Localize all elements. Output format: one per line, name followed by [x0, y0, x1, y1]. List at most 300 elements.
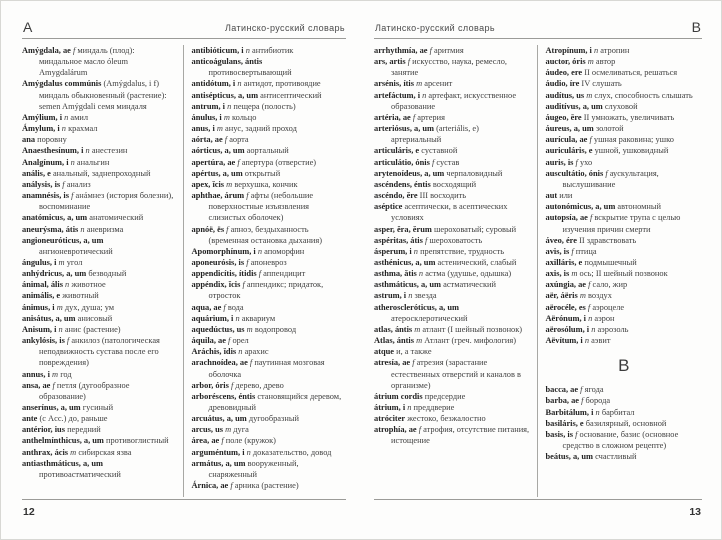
entry-headword: anticoágulans, ántis — [191, 57, 263, 67]
section-letter-corner: B — [691, 19, 701, 35]
entry-headword: aséptice — [374, 202, 403, 212]
header-rule — [22, 38, 346, 39]
entry-grammar-gender: f — [571, 246, 574, 256]
entry-headword: appéndix, ĭcis — [191, 280, 241, 290]
entry-grammar-gender: m — [70, 447, 77, 457]
dictionary-entry: Apomorphínum, i n апоморфин — [191, 246, 305, 256]
dictionary-entry: arboréscens, éntis становящийся деревом, древовидный — [191, 391, 342, 412]
entry-headword: asthénicus, a, um — [374, 257, 436, 267]
dictionary-entry: arsénis, ítis m арсенит — [374, 79, 453, 89]
dictionary-entry: Aráchis, ĭdis n арахис — [191, 347, 269, 357]
dictionary-entry: artefáctum, i n артефакт, искусственное образование — [374, 90, 517, 111]
entry-headword: Anaesthesínum, i — [22, 146, 84, 156]
entry-grammar-gender: m — [579, 291, 586, 301]
entry-grammar-gender: n — [245, 46, 250, 55]
dictionary-entry: antibióticum, i n антибиотик — [191, 46, 294, 55]
dictionary-entry: auctor, óris m автор — [545, 57, 616, 67]
entry-headword: área, ae — [191, 436, 220, 446]
dictionary-entry: armátus, a, um вооруженный, снаряженный — [191, 458, 299, 479]
dictionary-entry: arytenoídeus, a, um черпаловидный — [374, 168, 503, 178]
entry-headword: arsénis, ítis — [374, 79, 415, 89]
entry-grammar-gender: f — [589, 135, 592, 145]
dictionary-entry: astrum, i n звезда — [374, 291, 437, 301]
entry-headword: ankylósis, is — [22, 336, 65, 346]
dictionary-entry: aërosólum, i n аэрозоль — [545, 324, 629, 334]
entry-headword: animális, e — [22, 291, 61, 301]
dictionary-entry: Amýgdalus commúnis (Amýgdalus, i f) миндаль обыкновенный (растение): semen Amýgdali семя миндаля — [22, 79, 167, 111]
entry-headword: aqua, ae — [191, 302, 222, 312]
entry-headword: áquila, ae — [191, 336, 226, 346]
entry-grammar-gender: m — [225, 425, 232, 435]
dictionary-entry: aséptice асептически, в асептических условиях — [374, 202, 508, 223]
dictionary-entry: ánimal, ális n животное — [22, 280, 106, 290]
entry-headword: aërosólum, i — [545, 324, 590, 334]
entry-headword: antrum, i — [191, 101, 225, 111]
section-letter-corner: A — [23, 19, 33, 35]
dictionary-entry: aurícula, ae f ушная раковина; ушко — [545, 135, 674, 145]
dictionary-entry: appéndix, ĭcis f аппендикс; придаток, отросток — [191, 280, 324, 301]
section-heading: B — [618, 356, 630, 376]
footer-rule — [374, 499, 702, 500]
entry-headword: ante — [22, 414, 38, 424]
entry-grammar-gender: f — [246, 191, 249, 201]
dictionary-entry: aphthae, árum f афты (небольшие поверхностные изъязвления слизистых оболочек) — [191, 191, 314, 223]
entry-headword: anamnésis, is — [22, 191, 70, 201]
entry-grammar-gender: f — [589, 213, 593, 223]
entry-headword: basiláris, e — [545, 418, 584, 428]
dictionary-entry: aër, áëris m воздух — [545, 291, 612, 301]
entry-headword: arguméntum, i — [191, 447, 245, 457]
entry-headword: anthrax, ácis — [22, 447, 69, 457]
entry-headword: ascéndo, ĕre — [374, 191, 418, 201]
entry-grammar-gender: m — [226, 179, 233, 189]
entry-headword: antérior, ius — [22, 425, 65, 435]
dictionary-entry: aspéritas, átis f шероховатость — [374, 235, 483, 245]
entry-headword: armátus, a, um — [191, 458, 246, 468]
entry-headword: aórta, ae — [191, 135, 223, 145]
entry-grammar-gender: m — [416, 336, 423, 346]
entry-grammar-gender: f — [72, 46, 76, 55]
entry-grammar-gender: n — [80, 224, 85, 234]
columns-area — [374, 45, 702, 497]
entry-headword: áudeo, ere — [545, 68, 583, 78]
dictionary-entry: axis, is m ось; II шейный позвонок — [545, 269, 668, 279]
entry-grammar-gender: f — [224, 135, 228, 145]
dictionary-entry: anticoágulans, ántis противосвертывающий — [191, 57, 292, 78]
entry-headword: antisépticus, a, um — [191, 90, 259, 100]
dictionary-entry: aponeurósis, is f апоневроз — [191, 257, 287, 267]
entry-grammar-gender: m — [587, 57, 594, 67]
dictionary-entry: aórta, ae f аорта — [191, 135, 249, 145]
entry-grammar-gender: f — [223, 302, 226, 312]
entry-headword: appendicítis, ítidis — [191, 269, 257, 279]
entry-headword: articulátio, ónis — [374, 157, 430, 167]
entry-headword: ánimal, ális — [22, 280, 63, 290]
page-number: 12 — [23, 506, 35, 518]
dictionary-entry: antiasthmáticus, a, um противоастматический — [22, 458, 121, 479]
dictionary-entry: arguméntum, i n доказательство, довод — [191, 447, 332, 457]
dictionary-entry: atresía, ae f атрезия (зарастание естественных отверстий и каналов в организме) — [374, 358, 521, 390]
dictionary-entry: Anisum, i n анис (растение) — [22, 324, 121, 334]
entry-headword: Amýgdalus commúnis — [22, 79, 102, 89]
dictionary-entry: atheroscleróticus, a, um атеросклеротический — [374, 302, 468, 323]
entry-grammar-gender: n — [257, 246, 263, 256]
dictionary-entry: basis, is f основание, базис (основное средство в сложном рецепте) — [545, 429, 679, 450]
entry-headword: aponeurósis, is — [191, 257, 245, 267]
entry-headword: aquedúctus, us — [191, 324, 245, 334]
dictionary-entry: arbor, óris f дерево, древо — [191, 380, 284, 390]
footer-rule — [22, 499, 346, 500]
entry-headword: arcuátus, a, um — [191, 414, 247, 424]
entry-grammar-gender: n — [591, 324, 596, 334]
entry-grammar-gender: n — [595, 407, 600, 417]
entry-headword: antiasthmáticus, a, um — [22, 458, 103, 468]
entry-grammar-gender: m — [216, 124, 223, 134]
dictionary-entry: animális, e животный — [22, 291, 99, 301]
dictionary-entry: bacca, ae f ягода — [545, 385, 604, 395]
entry-headword: átrium, i — [374, 403, 406, 412]
entry-headword: ánimus, i — [22, 302, 55, 312]
entry-grammar-gender: f — [237, 157, 240, 167]
dictionary-entry: auriculáris, e ушной, ушковидный — [545, 146, 669, 156]
entry-grammar-gender: n — [246, 447, 251, 457]
entry-headword: antibióticum, i — [191, 46, 244, 55]
dictionary-entry: anális, e анальный, заднепроходный — [22, 168, 151, 178]
dictionary-entry: auscultátio, ónis f аускультация, выслушивание — [545, 168, 659, 189]
entry-grammar-gender: n — [418, 269, 424, 279]
dictionary-entry: articulátio, ónis f сустав — [374, 157, 460, 167]
dictionary-entry: análysis, is f анализ — [22, 179, 91, 189]
entry-headword: apértus, a, um — [191, 168, 243, 178]
entry-headword: ascéndens, éntis — [374, 179, 431, 189]
dictionary-entry: ars, artis f искусство, наука, ремесло, занятие — [374, 57, 507, 78]
entry-headword: Atropínum, i — [545, 46, 592, 55]
dictionary-entry: autopsía, ae f вскрытие трупа с целью изучения причин смерти — [545, 213, 681, 234]
entry-headword: auscultátio, ónis — [545, 168, 604, 178]
dictionary-entry: angioneuróticus, a, um ангионевротический — [22, 235, 113, 256]
entry-headword: autopsía, ae — [545, 213, 588, 223]
entry-headword: Apomorphínum, i — [191, 246, 256, 256]
dictionary-entry: beátus, a, um счастливый — [545, 452, 637, 462]
entry-grammar-gender: n — [61, 124, 66, 134]
entry-grammar-gender: m — [416, 79, 423, 89]
entry-headword: atresía, ae — [374, 358, 411, 368]
dictionary-entry: artéria, ae f артерия — [374, 112, 445, 122]
dictionary-entry: aut или — [545, 191, 573, 201]
dictionary-entry: átrium cordis предсердие — [374, 391, 466, 401]
dictionary-entry: autonómicus, a, um автономный — [545, 202, 662, 212]
entry-headword: atróciter — [374, 414, 406, 424]
entry-grammar-gender: f — [66, 336, 70, 346]
dictionary-entry: Árnica, ae f арника (растение) — [191, 481, 299, 491]
dictionary-entry: arcus, us m дуга — [191, 425, 249, 435]
page-right — [374, 14, 702, 520]
entry-headword: anisátus, a, um — [22, 313, 76, 323]
dictionary-entry: apnóë, ës f апноэ, бездыханность (временная остановка дыхания) — [191, 224, 323, 245]
entry-grammar-gender: m — [414, 324, 421, 334]
entry-grammar-gender: n — [422, 90, 427, 100]
dictionary-entry: Ámylum, i n крахмал — [22, 124, 98, 134]
entry-grammar-gender: f — [412, 358, 415, 368]
entry-headword: anatómicus, a, um — [22, 213, 88, 223]
dictionary-entry: asthmáticus, a, um астматический — [374, 280, 496, 290]
dictionary-entry: antisépticus, a, um антисептический — [191, 90, 322, 100]
entry-grammar-gender: m — [586, 90, 593, 100]
entry-grammar-gender: f — [62, 179, 65, 189]
dictionary-entry: ansa, ae f петля (дугообразное образование) — [22, 380, 130, 401]
page-left — [22, 14, 346, 520]
dictionary-entry: asthénicus, a, um астенический, слабый — [374, 257, 517, 267]
entry-grammar-gender: f — [228, 336, 231, 346]
columns-area — [22, 45, 346, 497]
entry-headword: aurícula, ae — [545, 135, 588, 145]
page-header — [22, 14, 346, 34]
entry-headword: annus, i — [22, 369, 50, 379]
entry-headword: auris, is — [545, 157, 574, 167]
dictionary-entry: ascéndens, éntis восходящий — [374, 179, 477, 189]
entry-grammar-gender: n — [593, 46, 599, 55]
dictionary-entry: axúngia, ae f сало, жир — [545, 280, 628, 290]
dictionary-entry: arrhythmía, ae f аритмия — [374, 46, 464, 55]
entry-headword: auditívus, a, um — [545, 101, 603, 111]
dictionary-entry: anthrax, ácis m сибирская язва — [22, 447, 132, 457]
entry-headword: artefáctum, i — [374, 90, 421, 100]
entry-headword: axúngia, ae — [545, 280, 586, 290]
dictionary-entry: anamnésis, is f анáмнез (история болезни), воспоминание — [22, 191, 174, 212]
entry-headword: Anisum, i — [22, 324, 57, 334]
dictionary-entry: atrophía, ae f атрофия, отсутствие питания, истощение — [374, 425, 530, 446]
page-number: 13 — [689, 506, 701, 518]
dictionary-entry: anhýdricus, a, um безводный — [22, 269, 127, 279]
entry-headword: arrhythmía, ae — [374, 46, 428, 55]
dictionary-entry: Aëvítum, i n аэвит — [545, 336, 611, 346]
dictionary-entry: aórticus, a, um аортальный — [191, 146, 289, 156]
dictionary-entry: auris, is f ухо — [545, 157, 593, 167]
entry-grammar-gender: n — [584, 336, 589, 346]
entry-headword: apertúra, ae — [191, 157, 236, 167]
entry-grammar-gender: n — [64, 112, 69, 122]
entry-headword: Amýlium, i — [22, 112, 63, 122]
dictionary-entry: anatómicus, a, um анатомический — [22, 213, 144, 223]
entry-headword: arboréscens, éntis — [191, 391, 256, 401]
dictionary-entry: Barbitálum, i n барбитал — [545, 407, 635, 417]
entry-headword: axis, is — [545, 269, 570, 279]
dictionary-entry: áveo, ére II здравствовать — [545, 235, 637, 245]
entry-headword: basis, is — [545, 429, 573, 439]
entry-headword: axilláris, e — [545, 257, 583, 267]
dictionary-entry: anthelmínthicus, a, um противоглистный — [22, 436, 169, 446]
entry-headword: aphthae, árum — [191, 191, 245, 201]
dictionary-entry: áquila, ae f орел — [191, 336, 249, 346]
entry-headword: auriculáris, e — [545, 146, 593, 156]
dictionary-entry: antérior, ius передний — [22, 425, 101, 435]
entry-headword: articuláris, e — [374, 146, 420, 156]
entry-grammar-gender: f — [242, 280, 245, 290]
entry-headword: aërocéle, es — [545, 302, 586, 312]
entry-grammar-gender: f — [429, 46, 432, 55]
entry-grammar-gender: f — [424, 235, 428, 245]
entry-grammar-gender: m — [246, 324, 253, 334]
dictionary-entry: avis, is f птица — [545, 246, 597, 256]
dictionary-entry: axilláris, e подмышечный — [545, 257, 637, 267]
entry-headword: ars, artis — [374, 57, 406, 67]
dictionary-entry: arachnoídea, ae f паутинная мозговая оболочка — [191, 358, 325, 379]
entry-headword: aórticus, a, um — [191, 146, 245, 156]
entry-headword: áudio, íre — [545, 79, 580, 89]
dictionary-entry: aërocéle, es f аэроцеле — [545, 302, 625, 312]
entry-headword: anthelmínthicus, a, um — [22, 436, 104, 446]
entry-grammar-gender: m — [56, 302, 63, 312]
entry-headword: angioneuróticus, a, um — [22, 235, 104, 245]
dictionary-entry: basiláris, e базилярный, основной — [545, 418, 667, 428]
dictionary-entry: ankylósis, is f анкилоз (патологическая неподвижность сустава после его повреждения) — [22, 336, 160, 368]
entry-headword: arcus, us — [191, 425, 223, 435]
entry-headword: barba, ae — [545, 396, 579, 406]
entry-headword: anus, i — [191, 124, 215, 134]
entry-headword: Aráchis, ĭdis — [191, 347, 237, 357]
entry-headword: Amýgdala, ae — [22, 46, 71, 55]
entry-grammar-gender: f — [407, 57, 411, 67]
dictionary-entry: ante (с Acc.) до, раньше — [22, 414, 108, 424]
entry-headword: bacca, ae — [545, 385, 579, 395]
dictionary-entry: audítus, us m слух, способность слышать — [545, 90, 693, 100]
entry-grammar-gender: f — [226, 224, 229, 234]
running-title: Латинско-русский словарь — [224, 23, 345, 34]
entry-headword: ángulus, i — [22, 257, 57, 267]
entry-grammar-gender: f — [52, 380, 55, 390]
entry-headword: beátus, a, um — [545, 452, 593, 462]
dictionary-entry: anus, i m анус, задний проход — [191, 124, 297, 134]
dictionary-entry: aqua, ae f вода — [191, 302, 244, 312]
entry-headword: Barbitálum, i — [545, 407, 594, 417]
dictionary-entry: áugeo, ēre II умножать, увеличивать — [545, 112, 675, 122]
entry-headword: aneurýsma, átis — [22, 224, 79, 234]
dictionary-entry: áureus, a, um золотой — [545, 124, 624, 134]
entry-grammar-gender: f — [71, 191, 74, 201]
entry-headword: audítus, us — [545, 90, 585, 100]
entry-headword: asthmáticus, a, um — [374, 280, 442, 290]
dictionary-entry: appendicítis, ítidis f аппендицит — [191, 269, 306, 279]
entry-headword: ansa, ae — [22, 380, 51, 390]
dictionary-entry: Analgínum, i n анальгин — [22, 157, 110, 167]
running-title: Латинско-русский словарь — [375, 23, 496, 34]
dictionary-entry: articuláris, e суставной — [374, 146, 458, 156]
entry-grammar-gender: m — [58, 257, 65, 267]
entry-grammar-gender: f — [581, 396, 584, 406]
entry-grammar-gender: f — [258, 269, 262, 279]
dictionary-entry: asper, ĕra, ĕrum шероховатый; суровый — [374, 224, 517, 234]
dictionary-entry: apex, ĭcis m верхушка, кончик — [191, 179, 298, 189]
dictionary-entry: auditívus, a, um слуховой — [545, 101, 638, 111]
entry-headword: apnóë, ës — [191, 224, 225, 234]
entry-headword: arteriósus, a, um — [374, 124, 435, 134]
dictionary-entry: aneurýsma, átis n аневризма — [22, 224, 124, 234]
dictionary-entry: ascéndo, ĕre III восходить — [374, 191, 467, 201]
dictionary-entry: atlas, ántis m атлант (I шейный позвонок) — [374, 324, 523, 334]
entry-headword: astrum, i — [374, 291, 407, 301]
dictionary-entry: Atropínum, i n атропин — [545, 46, 630, 55]
entry-headword: autonómicus, a, um — [545, 202, 616, 212]
dictionary-entry: áudio, íre IV слушать — [545, 79, 622, 89]
entry-grammar-gender: f — [580, 385, 583, 395]
entry-headword: análysis, is — [22, 179, 61, 189]
dictionary-entry: Amýgdala, ae f миндаль (плод): миндальное масло óleum Amygdalárum — [22, 46, 135, 78]
entry-grammar-gender: f — [431, 157, 435, 167]
entry-headword: aër, áëris — [545, 291, 578, 301]
dictionary-entry: átrium, i n преддверие — [374, 403, 455, 412]
entry-headword: ánulus, i — [191, 112, 222, 122]
dictionary-entry: Aërónum, i n аэрон — [545, 313, 615, 323]
entry-headword: antidótum, i — [191, 79, 236, 89]
dictionary-entry: barba, ae f борода — [545, 396, 611, 406]
entry-headword: apex, ĭcis — [191, 179, 225, 189]
entry-grammar-gender: n — [58, 324, 63, 334]
entry-headword: aut — [545, 191, 558, 201]
dictionary-entry: áudeo, ere II осмеливаться, решаться — [545, 68, 678, 78]
entry-grammar-gender: n — [238, 347, 243, 357]
entry-grammar-gender: m — [52, 369, 59, 379]
entry-grammar-gender: n — [227, 101, 232, 111]
entry-grammar-gender: f — [412, 112, 416, 122]
entry-grammar-gender: f — [246, 257, 249, 267]
entry-headword: asthma, ătis — [374, 269, 417, 279]
entry-grammar-gender: f — [230, 380, 234, 390]
dictionary-entry: annus, i m год — [22, 369, 72, 379]
entry-grammar-gender: n — [85, 146, 90, 156]
entry-headword: avis, is — [545, 246, 570, 256]
entry-headword: áveo, ére — [545, 235, 577, 245]
entry-headword: aquárium, i — [191, 313, 234, 323]
entry-grammar-gender: f — [418, 425, 422, 435]
entry-headword: arachnoídea, ae — [191, 358, 248, 368]
entry-headword: Aëvítum, i — [545, 336, 583, 346]
entry-grammar-gender: n — [235, 313, 240, 323]
dictionary-entry: atróciter жестоко, безжалостно — [374, 414, 486, 424]
dictionary-entry: anisátus, a, um анисовый — [22, 313, 113, 323]
entry-grammar-gender: n — [588, 313, 593, 323]
dictionary-entry: aquárium, i n аквариум — [191, 313, 276, 323]
entry-headword: Ámylum, i — [22, 124, 60, 134]
dictionary-entry: área, ae f поле (кружок) — [191, 436, 276, 446]
entry-headword: ana — [22, 135, 36, 145]
entry-grammar-gender: n — [413, 246, 418, 256]
entry-headword: arbor, óris — [191, 380, 229, 390]
entry-headword: ásperum, i — [374, 246, 412, 256]
entry-grammar-gender: f — [249, 358, 253, 368]
entry-grammar-gender: m — [571, 269, 578, 279]
entry-headword: anhýdricus, a, um — [22, 269, 87, 279]
dictionary-entry: Anaesthesínum, i n анестезин — [22, 146, 128, 156]
entry-headword: aspéritas, átis — [374, 235, 423, 245]
dictionary-entry: aquedúctus, us m водопровод — [191, 324, 297, 334]
entry-grammar-gender: n — [237, 79, 242, 89]
entry-grammar-gender: f — [605, 168, 608, 178]
dictionary-entry: antrum, i n пещера (полость) — [191, 101, 296, 111]
entry-headword: Aërónum, i — [545, 313, 586, 323]
dictionary-entry: apertúra, ae f апертура (отверстие) — [191, 157, 317, 167]
entry-headword: atque — [374, 347, 395, 357]
header-rule — [374, 38, 702, 39]
dictionary-entry: ánimus, i m дух, душа; ум — [22, 302, 115, 312]
entry-grammar-gender: n — [70, 157, 75, 167]
entry-grammar-gender: f — [587, 302, 591, 312]
dictionary-entry: ásperum, i n препятствие, трудность — [374, 246, 505, 256]
page-header — [374, 14, 702, 34]
entry-grammar-gender: n — [407, 403, 412, 412]
entry-grammar-gender: f — [230, 481, 233, 491]
entry-grammar-gender: n — [65, 280, 70, 290]
entry-headword: Árnica, ae — [191, 481, 229, 491]
